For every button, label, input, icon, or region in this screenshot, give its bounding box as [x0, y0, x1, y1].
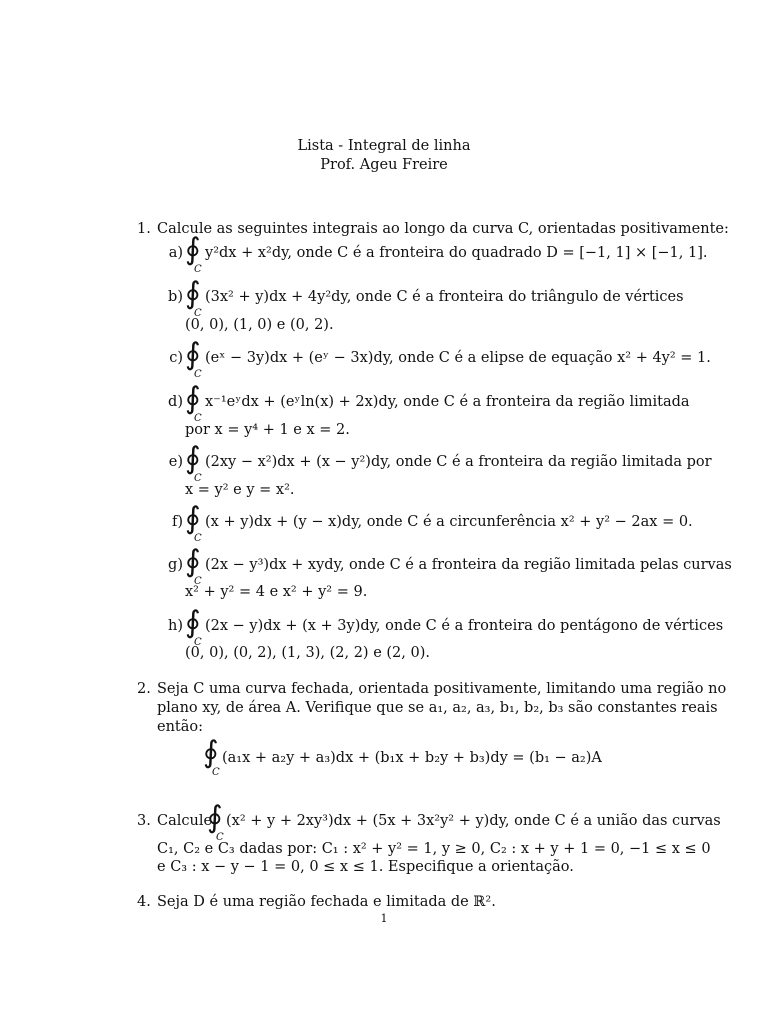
item-continuation: (0, 0), (0, 2), (1, 3), (2, 2) e (2, 0).	[185, 645, 430, 661]
question-intro: Calcule as seguintes integrais ao longo da curva C, orientadas positivamente:	[157, 221, 729, 237]
integral-subscript: C	[194, 413, 202, 424]
integral-subscript: C	[194, 473, 202, 484]
contour-integral-icon: ∮	[185, 337, 201, 372]
contour-integral-icon: ∮	[185, 501, 201, 536]
question-text: Seja D é uma região fechada e limitada de ℝ².	[157, 894, 496, 910]
integral-subscript: C	[194, 576, 202, 587]
integral-subscript: C	[216, 832, 224, 843]
item-continuation: por x = y⁴ + 1 e x = 2.	[185, 422, 350, 438]
contour-integral-icon: ∮	[207, 800, 223, 835]
contour-integral-icon: ∮	[203, 735, 219, 770]
contour-integral-icon: ∮	[185, 605, 201, 640]
question-line-3: e C₃ : x − y − 1 = 0, 0 ≤ x ≤ 1. Especifique a orientação.	[157, 859, 574, 875]
item-label: a)	[168, 245, 183, 261]
item-text: (2x − y³)dx + xydy, onde C é a fronteira da região limitada pelas curvas	[205, 557, 732, 573]
item-label: d)	[168, 394, 183, 410]
contour-integral-icon: ∮	[185, 441, 201, 476]
item-text: y²dx + x²dy, onde C é a fronteira do quadrado D = [−1, 1] × [−1, 1].	[205, 245, 708, 261]
item-continuation: x² + y² = 4 e x² + y² = 9.	[185, 584, 368, 600]
item-label: g)	[168, 557, 183, 573]
formula: (a₁x + a₂y + a₃)dx + (b₁x + b₂y + b₃)dy = (b₁ − a₂)A	[222, 750, 602, 766]
author: Prof. Ageu Freire	[320, 157, 448, 173]
question-line-3: então:	[157, 719, 204, 735]
item-text: (x + y)dx + (y − x)dy, onde C é a circunferência x² + y² − 2ax = 0.	[205, 514, 693, 530]
header	[0, 137, 768, 175]
item-text: (2x − y)dx + (x + 3y)dy, onde C é a fronteira do pentágono de vértices	[205, 618, 724, 634]
question-line-1: Seja C uma curva fechada, orientada positivamente, limitando uma região no	[157, 681, 727, 697]
list-title: Lista - Integral de linha	[297, 138, 471, 154]
question-lead: Calcule	[157, 813, 213, 829]
item-text: x⁻¹eʸdx + (eʸln(x) + 2x)dy, onde C é a fronteira da região limitada	[205, 394, 690, 410]
item-label: h)	[168, 618, 183, 634]
contour-integral-icon: ∮	[185, 381, 201, 416]
question-number: 1.	[137, 221, 151, 237]
integral-subscript: C	[194, 264, 202, 275]
question-line-2: plano xy, de área A. Verifique que se a₁, a₂, a₃, b₁, b₂, b₃ são constantes reais	[157, 700, 718, 716]
item-text: (eˣ − 3y)dx + (eʸ − 3x)dy, onde C é a elipse de equação x² + 4y² = 1.	[205, 350, 711, 366]
item-text: (2xy − x²)dx + (x − y²)dy, onde C é a fronteira da região limitada por	[205, 454, 712, 470]
question-number: 3.	[137, 813, 151, 829]
integral-subscript: C	[194, 533, 202, 544]
item-continuation: (0, 0), (1, 0) e (0, 2).	[185, 317, 334, 333]
question-number: 4.	[137, 894, 151, 910]
item-label: f)	[171, 514, 183, 530]
item-continuation: x = y² e y = x².	[185, 482, 295, 498]
question-line-2: C₁, C₂ e C₃ dadas por: C₁ : x² + y² = 1, y ≥ 0, C₂ : x + y + 1 = 0, −1 ≤ x ≤ 0	[157, 841, 711, 857]
item-text: (3x² + y)dx + 4y²dy, onde C é a fronteira do triângulo de vértices	[205, 289, 684, 305]
contour-integral-icon: ∮	[185, 276, 201, 311]
integral-subscript: C	[194, 637, 202, 648]
contour-integral-icon: ∮	[185, 232, 201, 267]
page-number: 1	[380, 912, 388, 925]
integral-subscript: C	[194, 369, 202, 380]
contour-integral-icon: ∮	[185, 544, 201, 579]
item-label: b)	[168, 289, 183, 305]
question-number: 2.	[137, 681, 151, 697]
integral-subscript: C	[194, 308, 202, 319]
item-label: e)	[168, 454, 183, 470]
integral-subscript: C	[212, 767, 220, 778]
item-label: c)	[169, 350, 183, 366]
question-text: (x² + y + 2xy³)dx + (5x + 3x²y² + y)dy, onde C é a união das curvas	[226, 813, 721, 829]
